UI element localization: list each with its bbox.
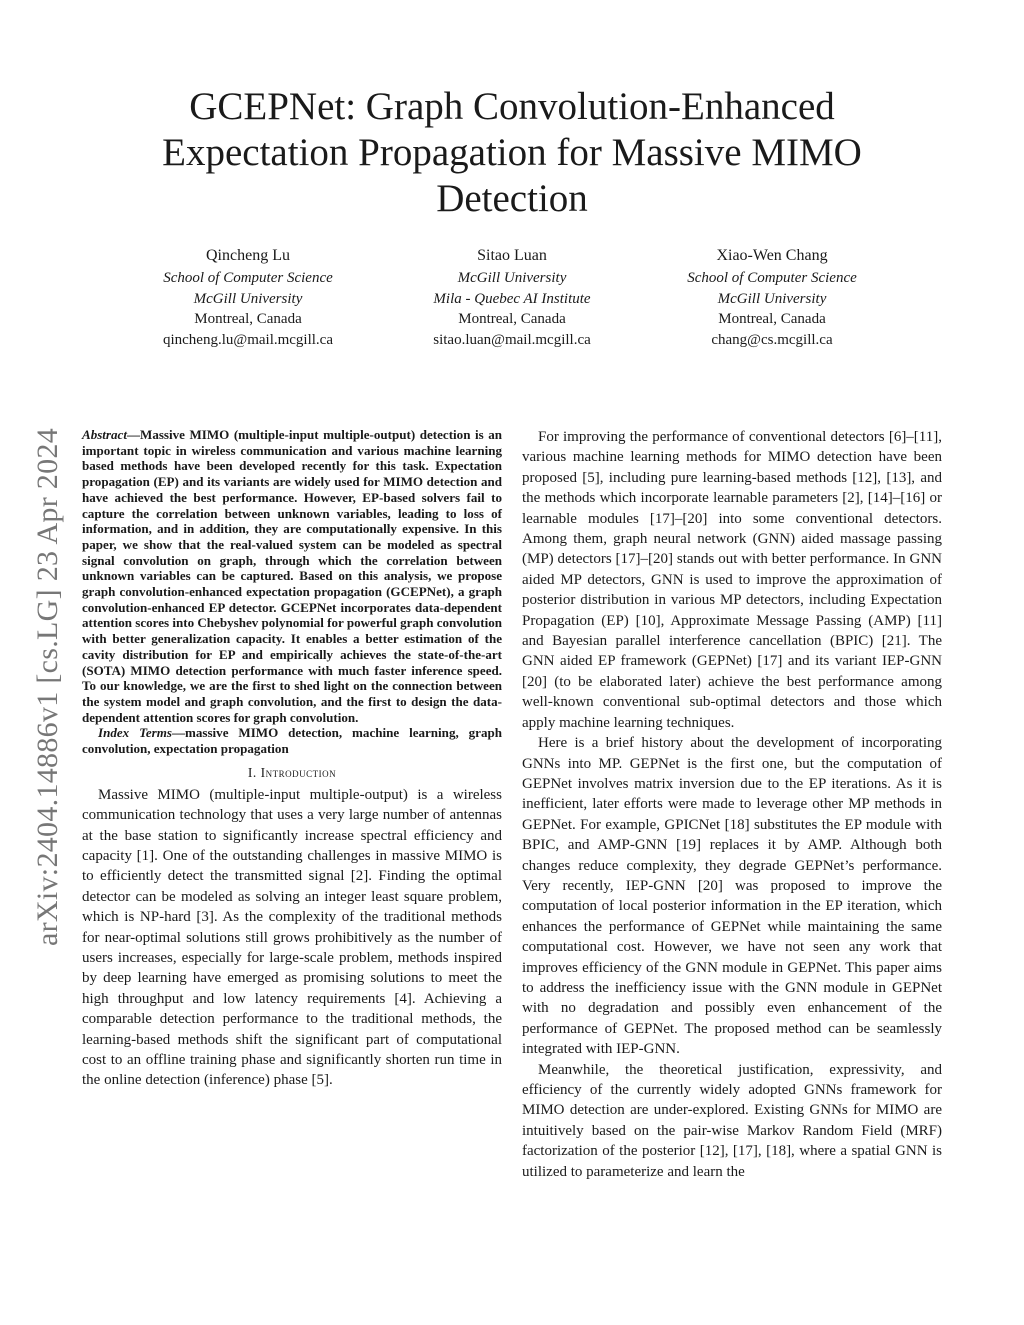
author-affiliation: Mila - Quebec AI Institute — [433, 290, 591, 307]
author-2 — [362, 246, 662, 351]
body-paragraph: Here is a brief history about the development of incorporating GNNs into MP. GEPNet is the first one, but the computation of GEPNet involves matrix inversion due to the EP iterations. As it is inefficient, later efforts were made to leverage other MP methods in GEPNet. For example, GPICNet [18] substitutes the EP module with BPIC, and AMP-GNN [19] replaces it by AMP. Although both changes reduce complexity, they degrade GEPNet’s performance. Very recently, IEP-GNN [20] was proposed to improve the computation of local posterior information in the EP iteration, which enhances the performance of GEPNet while maintaining the same computational cost. However, we have not seen any work that improves efficiency of the GNN module in GEPNet. This paper aims to address the inefficiency issue with the GNN module in GEPNet with no degradation and possibly even enhancement of the performance of GEPNet. The proposed method can be seamlessly integrated with IEP-GNN. — [522, 735, 942, 1058]
index-terms — [82, 725, 502, 756]
body-paragraph: Massive MIMO (multiple-input multiple-output) is a wireless communication technology that uses a very large number of antennas at the base station to significantly increase spectral efficiency and capacity [1]. One of the outstanding challenges in massive MIMO is to efficiently detect the transmitted signal [2]. Finding the optimal detector can be modeled as solving an integer least square problem, which is NP-hard [3]. As the complexity of the traditional methods for near-optimal solutions still grows prohibitively as the number of users increases, especially for large-scale problem, methods inspired by deep learning have emerged as promising solutions to meet the high throughput and low latency requirements [4]. Achieving a comparable detection performance to the traditional methods, the learning-based methods shift the significant part of computational cost to an offline training phase and significantly shorten run time in the online detection (inference) phase [5]. — [82, 786, 502, 1089]
right-column — [522, 427, 942, 1182]
body-paragraph: Meanwhile, the theoretical justification, expressivity, and efficiency of the currently widely adopted GNNs framework for MIMO detection are under-explored. Existing GNNs for MIMO are intuitively based on the pair-wise Markov Random Field (MRF) factorization of the posterior [12], [17], [18], where a spatial GNN is utilized to parameterize and learn the — [522, 1061, 942, 1180]
author-affiliation: School of Computer Science — [687, 269, 857, 286]
author-affiliation: McGill University — [457, 269, 567, 286]
author-1 — [98, 246, 398, 351]
author-affiliation: School of Computer Science — [163, 269, 333, 286]
body-paragraph: For improving the performance of conventional detectors [6]–[11], various machine learning methods for MIMO detection have been proposed [5], including pure learning-based methods [12], [13], and the methods which incorporate learnable parameters [2], [14]–[16] or learnable modules [17]–[20] into some conventional detectors. Among them, graph neural network (GNN) aided massage passing (MP) detectors [17]–[20] stands out with better performance. In GNN aided MP detectors, GNN is used to improve the approximation of posterior distribution in various MP detectors, including Expectation Propagation (EP) [10], Approximate Message Passing (AMP) [11] and Bayesian parallel interference cancellation (BPIC) [21]. The GNN aided EP framework (GEPNet) [17] and its variant IEP-GNN [20] (to be elaborated later) achieve the best performance among well-known conventional sub-optimal detectors and those which apply machine learning techniques. — [522, 429, 942, 731]
title-line: GCEPNet: Graph Convolution-Enhanced — [189, 85, 835, 128]
left-column — [82, 427, 502, 1091]
author-location: Montreal, Canada — [718, 311, 826, 328]
abstract-text: —Massive MIMO (multiple-input multiple-output) detection is an important topic in wireless communication and various machine learning based methods have been developed recently for this task. Expectation propagation (EP) and its variants are widely used for MIMO detection and have achieved the best performance. However, EP-based solvers fail to capture the correlation between unknown variables, leading to loss of information, and in addition, they are computationally expensive. In this paper, we show that the real-valued system can be modeled as spectral signal convolution on graph, through which the correlation between unknown variables can be captured. Based on this analysis, we propose graph convolution-enhanced expectation propagation (GCEPNet), a graph convolution-enhanced EP detector. GCEPNet incorporates data-dependent attention scores into Chebyshev polynomial for powerful graph convolution with better generalization capacity. It enables a better estimation of the cavity distribution for EP and empirically achieves the state-of-the-art (SOTA) MIMO detection performance with much faster inference speed. To our knowledge, we are the first to shed light on the connection between the system model and graph convolution, and the first to design the data-dependent attention scores for graph convolution. — [82, 427, 502, 725]
index-terms-text: —massive MIMO detection, machine learning, graph convolution, expectation propagation — [82, 725, 502, 757]
author-location: Montreal, Canada — [194, 311, 302, 328]
author-location: Montreal, Canada — [458, 311, 566, 328]
author-name: Qincheng Lu — [206, 247, 290, 264]
section-heading — [82, 765, 502, 781]
section-title: Introduction — [260, 764, 337, 780]
section-number: I. — [247, 764, 257, 780]
abstract — [82, 427, 502, 725]
index-terms-label: Index Terms — [98, 725, 172, 741]
author-email: qincheng.lu@mail.mcgill.ca — [162, 332, 334, 349]
author-name: Xiao-Wen Chang — [716, 247, 828, 264]
author-email: sitao.luan@mail.mcgill.ca — [433, 332, 591, 349]
author-affiliation: McGill University — [193, 290, 303, 307]
title-line: Expectation Propagation for Massive MIMO — [162, 131, 862, 174]
arxiv-stamp: arXiv:2404.14886v1 [cs.LG] 23 Apr 2024 — [31, 427, 64, 946]
paper-title — [100, 84, 924, 222]
title-line: Detection — [436, 177, 588, 220]
author-3 — [622, 246, 922, 351]
author-email: chang@cs.mcgill.ca — [711, 332, 833, 349]
abstract-label: Abstract — [82, 427, 127, 442]
author-affiliation: McGill University — [717, 290, 827, 307]
author-name: Sitao Luan — [477, 247, 547, 264]
